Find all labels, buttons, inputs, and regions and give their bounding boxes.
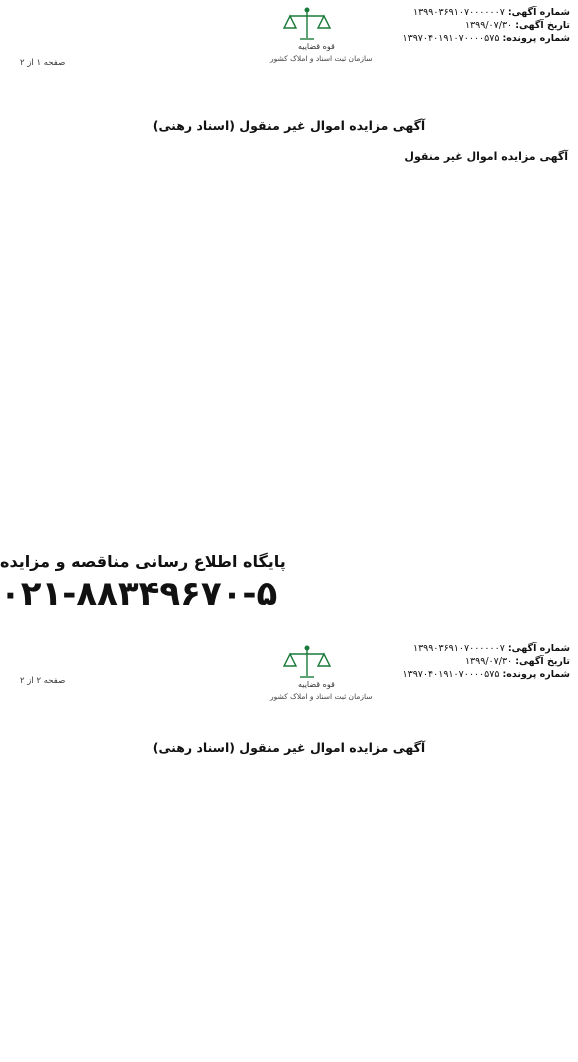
emblem-text: قوه قضاییه — [298, 680, 335, 689]
meta-notice-number — [403, 642, 571, 655]
meta-label: شماره پرونده: — [502, 33, 570, 44]
meta-value: ۱۳۹۹/۰۷/۳۰ — [464, 20, 513, 31]
emblem-text: قوه قضاییه — [298, 42, 335, 51]
notice-meta — [403, 6, 571, 45]
meta-label: تاریخ آگهی: — [515, 656, 570, 667]
meta-case-number — [403, 668, 571, 681]
meta-value: ۱۳۹۷۰۴۰۱۹۱۰۷۰۰۰۰۵۷۵ — [402, 33, 500, 44]
notice-subheading: آگهی مزایده اموال غیر منقول — [404, 150, 568, 163]
meta-case-number — [403, 32, 571, 45]
meta-value: ۱۳۹۹/۰۷/۳۰ — [464, 656, 513, 667]
notice-title: آگهی مزایده اموال غیر منقول (اسناد رهنی) — [152, 118, 426, 133]
page-number: صفحه ۱ از ۲ — [20, 58, 66, 68]
emblem-subtext: سازمان ثبت اسناد و املاک کشور — [270, 54, 373, 63]
meta-value: ۱۳۹۹۰۳۶۹۱۰۷۰۰۰۰۰۰۷ — [412, 643, 505, 654]
meta-notice-number — [403, 6, 571, 19]
notice-body — [10, 760, 568, 1060]
meta-notice-date — [403, 655, 571, 668]
meta-value: ۱۳۹۹۰۳۶۹۱۰۷۰۰۰۰۰۰۷ — [412, 7, 505, 18]
meta-label: شماره پرونده: — [502, 669, 570, 680]
meta-label: تاریخ آگهی: — [515, 20, 570, 31]
watermark-text: پایگاه اطلاع رسانی مناقصه و مزایده — [0, 552, 286, 571]
notice-page-2 — [0, 592, 578, 1062]
notice-body — [10, 178, 568, 586]
watermark-phone: ۰۲۱-۸۸۳۴۹۶۷۰-۵ — [0, 574, 278, 614]
judiciary-emblem — [232, 6, 382, 66]
notice-title: آگهی مزایده اموال غیر منقول (اسناد رهنی) — [152, 740, 426, 755]
judiciary-emblem — [232, 644, 382, 704]
emblem-subtext: سازمان ثبت اسناد و املاک کشور — [270, 692, 373, 701]
meta-notice-date — [403, 19, 571, 32]
meta-label: شماره آگهی: — [507, 643, 570, 654]
page-number: صفحه ۲ از ۲ — [20, 676, 66, 686]
meta-label: شماره آگهی: — [507, 7, 570, 18]
meta-value: ۱۳۹۷۰۴۰۱۹۱۰۷۰۰۰۰۵۷۵ — [402, 669, 500, 680]
notice-meta — [403, 642, 571, 681]
